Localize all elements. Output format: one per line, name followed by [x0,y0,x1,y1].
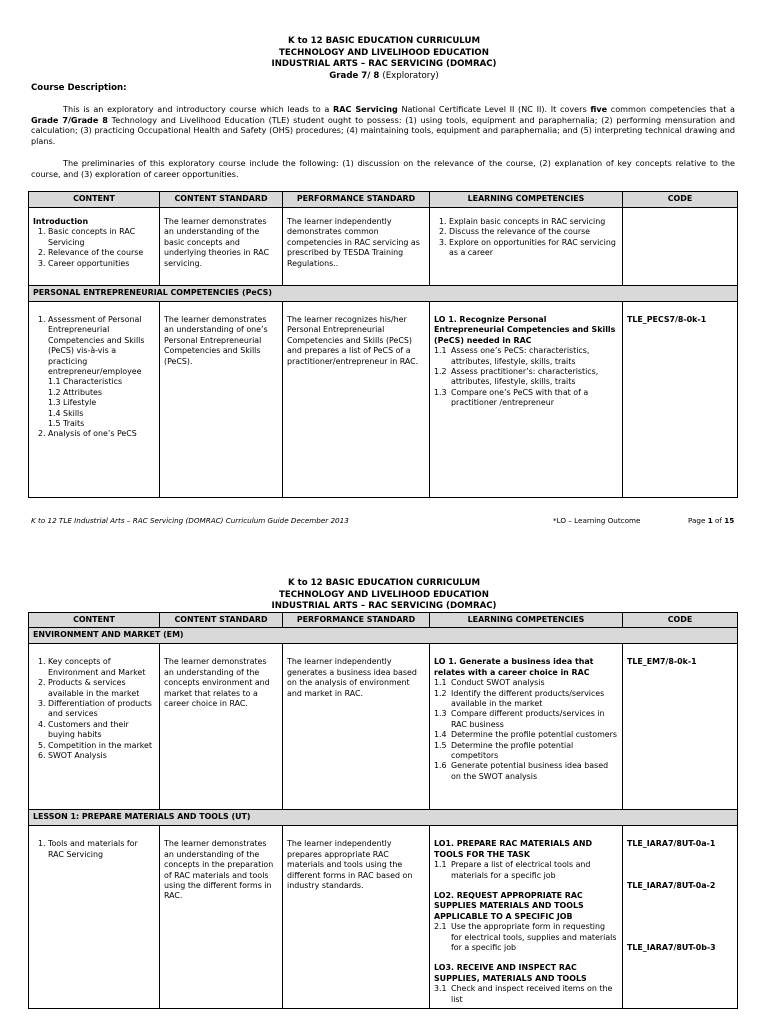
list-item [434,367,618,388]
col-header-content: CONTENT [29,192,160,208]
item-number: 1.2 [434,688,447,698]
item-number: 1.1 [434,860,447,870]
item-text: Compare different products/services in RAC business [451,709,605,729]
list-item: 4. Customers and their buying habits [48,720,155,741]
list-item [434,984,618,1005]
pecs-code [623,302,738,498]
para1-text-a: This is an exploratory and introductory course which leads to a [63,104,333,114]
list-item [434,678,618,688]
item-number: 1.4 [434,730,447,740]
page-gap [0,540,768,560]
list-item: 1. Basic concepts in RAC Servicing [48,227,155,248]
sub-item: 1.1 Characteristics [48,377,123,387]
col-header-performance-standard: PERFORMANCE STANDARD [283,192,430,208]
table-row-pecs [29,302,738,498]
cell-spacer [627,850,733,881]
list-item: 2. Products & services available in the market [48,678,155,699]
section-row-pecs [29,286,738,302]
page-prefix: Page [688,516,708,525]
cell-spacer [33,305,155,315]
item-number: 1.3 [434,387,447,397]
section-row-em [29,628,738,644]
pecs-performance-standard [283,302,430,498]
list-item [434,761,618,782]
list-item: 2. Relevance of the course [48,248,155,258]
list-item: 5. Competition in the market [48,741,155,751]
list-item: 3. Career opportunities [48,259,155,269]
header-line-1: K to 12 BASIC EDUCATION CURRICULUM [287,578,481,588]
section-title-em: ENVIRONMENT AND MARKET (EM) [29,628,738,644]
cell-spacer [434,647,618,657]
list-item [48,315,155,429]
item-number: 1.3 [434,709,447,719]
list-item: 1. Key concepts of Environment and Market [48,657,155,678]
list-item: 3. Explore on opportunities for RAC servicing as a career [449,238,618,259]
header-line-3: INDUSTRIAL ARTS – RAC SERVICING (DOMRAC) [271,59,497,69]
sub-item: 1.5 Traits [48,419,85,429]
list-item [434,346,618,367]
em-code-text: TLE_EM7/8-0k-1 [627,657,697,667]
grade-text: Grade 7/ 8 [329,70,380,81]
em-competencies [430,644,623,810]
cell-spacer [33,647,155,657]
intro-content-standard [160,208,283,286]
intro-performance-standard-text: The learner independently demonstrates common competencies in RAC servicing as prescribed by TESDA Training Regulations.. [287,217,420,268]
header-grade [0,71,768,83]
col-header-content: CONTENT [29,613,160,628]
pecs-item-1: Assessment of Personal Entrepreneurial Competencies and Skills (PeCS) vis-à-vis a practicing entrepreneur/employee [48,315,145,377]
item-number: 1.2 [434,367,447,377]
col-header-content-standard: CONTENT STANDARD [160,192,283,208]
page-num: 1 [707,516,713,525]
em-performance-standard-text: The learner independently generates a business idea based on the analysis of environment and market in RAC. [287,657,417,698]
header-line-2: TECHNOLOGY AND LIVELIHOOD EDUCATION [279,47,489,58]
para1-text-b: RAC Servicing [332,104,398,114]
list-item [434,730,618,740]
curriculum-table-page-1 [28,191,738,498]
header-line-1: K to 12 BASIC EDUCATION CURRICULUM [287,36,481,46]
item-text: Conduct SWOT analysis [451,678,545,688]
curriculum-table-page-2 [28,612,738,1009]
pecs-content-standard-text: The learner demonstrates an understanding of one’s Personal Entrepreneurial Competencies and Skills (PeCS). [164,315,268,366]
lesson1-lo2-title: LO2. REQUEST APPROPRIATE RAC SUPPLIES MATERIALS AND TOOLS APPLICABLE TO A SPECIFIC JOB [434,891,584,921]
item-text: Check and inspect received items on the list [451,984,613,1004]
lesson1-code-3: TLE_IARA7/8UT-0b-3 [627,943,716,953]
item-text: Prepare a list of electrical tools and materials for a specific job [451,860,591,880]
col-header-code: CODE [623,192,738,208]
intro-competencies [430,208,623,286]
list-item: 1. Explain basic concepts in RAC servicing [449,217,618,227]
intro-performance-standard [283,208,430,286]
pecs-content-cell [29,302,160,498]
pecs-code-text: TLE_PECS7/8-0k-1 [627,315,707,324]
list-item [434,388,618,409]
list-item [434,860,618,881]
list-item: 2. Discuss the relevance of the course [449,227,618,237]
col-header-content-standard: CONTENT STANDARD [160,613,283,628]
item-number: 3.1 [434,984,447,994]
intro-content-standard-text: The learner demonstrates an understanding of the basic concepts and underlying theories in RAC servicing. [164,217,270,268]
header-line-2: TECHNOLOGY AND LIVELIHOOD EDUCATION [279,589,489,600]
cell-spacer [164,829,278,839]
item-text: Use the appropriate form in requesting for electrical tools, supplies and materials for a specific job [451,922,617,953]
pecs-performance-standard-text: The learner recognizes his/her Personal Entrepreneurial Competencies and Skills (PeCS) and prepares a list of PeCS of a practitioner/entrepreneur in RAC. [287,315,419,366]
list-item [434,922,618,953]
list-item [434,741,618,762]
lesson1-performance-standard-text: The learner independently prepares appropriate RAC materials and tools using the different forms in RAC based on industry standards. [287,839,413,891]
page-2 [0,560,768,1024]
sub-item: 1.3 Lifestyle [48,398,97,408]
section-title-lesson-1: LESSON 1: PREPARE MATERIALS AND TOOLS (UT) [29,810,738,826]
cell-spacer [164,305,278,315]
lesson1-content-standard-text: The learner demonstrates an understanding of the concepts in the preparation of RAC materials and tools using the different forms in RAC. [164,839,274,901]
list-item: 2. Analysis of one’s PeCS [48,429,155,439]
item-text: Determine the profile potential customers [451,730,617,740]
course-description-paragraph [31,104,735,146]
para1-text-g: Technology and Livelihood Education (TLE) student ought to possess: (1) using tools, equipment and paraphernalia; (2) performing mensuration and calculation; (3) practicing Occupational Health and Safety (OHS) procedures; (4) maintaining tools, equipment and paraphernalia; and (5) interpreting technical drawing and plans. [31,114,735,146]
em-content-standard-text: The learner demonstrates an understanding of the concepts environment and market that relates to a career choice in RAC. [164,657,270,709]
preliminaries-paragraph: The preliminaries of this exploratory course include the following: (1) discussion on the relevance of the course, (2) explanation of key concepts relative to the course, and (3) exploration of career opportunities. [31,158,735,179]
em-content-standard [160,644,283,810]
list-item: 1. Tools and materials for RAC Servicing [48,839,155,860]
item-number: 1.1 [434,678,447,688]
pecs-competencies [430,302,623,498]
page-total: 15 [724,516,735,525]
cell-spacer [164,647,278,657]
lesson1-lo3-title: LO3. RECEIVE AND INSPECT RAC SUPPLIES, MATERIALS AND TOOLS [434,963,587,983]
grade-note: (Exploratory) [382,70,439,81]
cell-spacer [287,647,425,657]
list-item: 6. SWOT Analysis [48,751,155,761]
sub-item: 1.2 Attributes [48,387,103,397]
table-row-em [29,644,738,810]
list-item: 3. Differentiation of products and services [48,699,155,720]
lesson1-competencies [430,826,623,1009]
cell-spacer [434,829,618,839]
item-text: Assess practitioner’s: characteristics, attributes, lifestyle, skills, traits [451,367,599,387]
lesson1-code-2: TLE_IARA7/8UT-0a-2 [627,880,716,890]
table-header-row [29,613,738,628]
header-line-3: INDUSTRIAL ARTS – RAC SERVICING (DOMRAC) [271,601,497,611]
cell-spacer [33,829,155,839]
cell-spacer [627,891,733,943]
para1-text-f: Grade 7/Grade 8 [31,114,108,125]
page-of: of [712,516,725,525]
para1-text-e: common competencies that a [607,104,735,114]
section-row-lesson-1 [29,810,738,826]
cell-spacer [287,305,425,315]
cell-spacer [434,305,618,315]
cell-spacer [627,647,733,657]
para1-text-d: five [590,104,608,114]
lesson1-content-standard [160,826,283,1009]
em-performance-standard [283,644,430,810]
item-number: 2.1 [434,922,447,932]
footer-guide-title: K to 12 TLE Industrial Arts – RAC Servicing (DOMRAC) Curriculum Guide December 2013 [31,516,349,525]
footer-page-number [688,516,734,525]
list-item [434,709,618,730]
cell-spacer [627,829,733,839]
page-header [0,36,768,82]
item-number: 1.6 [434,761,447,771]
item-text: Determine the profile potential competitors [451,740,574,761]
item-text: Compare one’s PeCS with that of a practitioner /entrepreneur [451,387,589,408]
sub-item: 1.4 Skills [48,408,84,418]
lesson1-code [623,826,738,1009]
em-content-cell [29,644,160,810]
col-header-learning-competencies: LEARNING COMPETENCIES [430,192,623,208]
item-text: Identify the different products/services available in the market [451,688,605,709]
lesson1-performance-standard [283,826,430,1009]
intro-code [623,208,738,286]
intro-title: Introduction [33,217,89,226]
cell-spacer [287,829,425,839]
item-text: Assess one’s PeCS: characteristics, attributes, lifestyle, skills, traits [451,346,590,366]
footer-lo-note: *LO – Learning Outcome [553,516,641,525]
col-header-learning-competencies: LEARNING COMPETENCIES [430,613,623,628]
pecs-lo-title: LO 1. Recognize Personal Entrepreneurial Competencies and Skills (PeCS) needed in RAC [434,315,616,345]
col-header-performance-standard: PERFORMANCE STANDARD [283,613,430,628]
item-number: 1.1 [434,346,447,356]
course-description-label: Course Description: [31,83,127,93]
item-text: Generate potential business idea based on the SWOT analysis [451,761,609,781]
lesson1-content-cell [29,826,160,1009]
cell-spacer [434,953,618,963]
col-header-code: CODE [623,613,738,628]
cell-spacer [627,305,733,315]
em-lo-title: LO 1. Generate a business idea that relates with a career choice in RAC [434,657,594,677]
intro-content-cell [29,208,160,286]
item-number: 1.5 [434,740,447,750]
table-row-introduction [29,208,738,286]
em-code [623,644,738,810]
lesson1-code-1: TLE_IARA7/8UT-0a-1 [627,839,716,849]
pecs-content-standard [160,302,283,498]
para1-text-c: National Certificate Level II (NC II). It covers [397,104,591,114]
lesson1-lo1-title: LO1. PREPARE RAC MATERIALS AND TOOLS FOR THE TASK [434,839,592,859]
table-row-lesson-1 [29,826,738,1009]
table-header-row [29,192,738,208]
page-header [0,578,768,613]
section-title-pecs: PERSONAL ENTREPRENEURIAL COMPETENCIES (PeCS) [29,286,738,302]
list-item [434,689,618,710]
cell-spacer [434,881,618,891]
